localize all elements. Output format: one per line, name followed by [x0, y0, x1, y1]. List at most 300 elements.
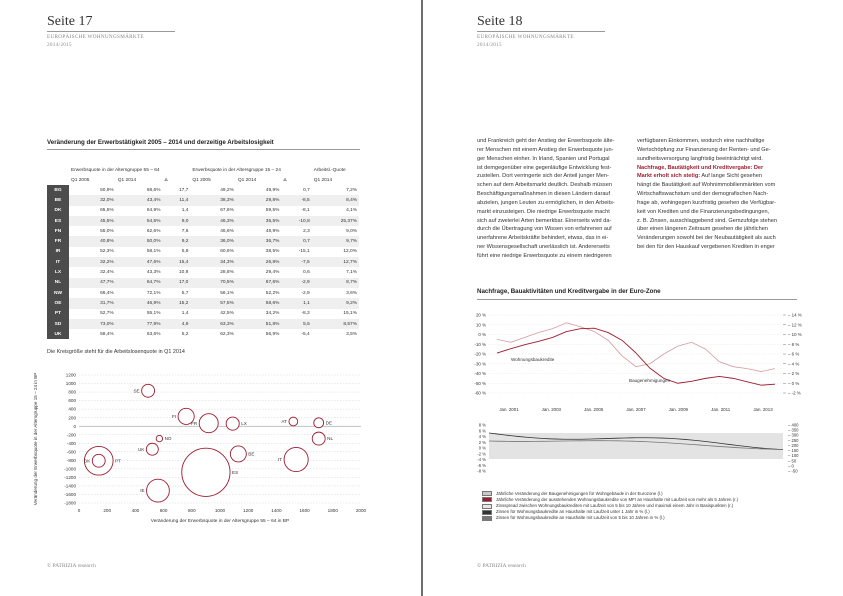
page-footer: © PATRIZIA research	[477, 563, 526, 569]
table-cell: 9,2	[162, 236, 190, 246]
chart-title: Nachfrage, Bauaktivitäten und Kreditvergabe in der Euro-Zone	[477, 288, 661, 295]
table-cell: 43,3%	[146, 270, 161, 276]
x-tick-label: Jan. 2011	[711, 407, 731, 412]
section-heading-cont: Markt erholt sich stetig:	[637, 173, 701, 180]
bubble-at	[289, 417, 298, 426]
table-cell: 7,6	[181, 228, 189, 234]
table-cell: 58,1%	[146, 249, 161, 255]
country-code: FN	[47, 226, 69, 236]
bubble-label: LX	[241, 421, 247, 427]
text-line: hängt die Bautätigkeit auf Wohnimmobilienmärkten vom	[637, 182, 776, 189]
text-line: Beschäftigungsmaßnahmen in diesen Ländern darauf	[477, 191, 611, 198]
table-cell: 1,1	[281, 298, 311, 308]
text-line: frage ab, wohingegen kurzfristig gesehen die Verfügbar-	[637, 199, 776, 206]
y-tick-label-right: – 8 %	[788, 341, 800, 347]
y-tick-label-right: – 150	[788, 448, 799, 454]
y-tick-label-left: -60 %	[474, 390, 486, 396]
table-cell: 47,6%	[116, 257, 163, 267]
y-tick-label-left: -6 %	[477, 462, 486, 468]
country-code: LX	[47, 267, 69, 277]
y-tick-label-right: – 0	[788, 463, 794, 469]
bubble-label: ES	[232, 469, 239, 475]
text-line: unerfahrene Arbeitskräfte behindert, etwas, das in ei-	[477, 235, 609, 242]
table-cell: 9,0%	[346, 228, 357, 234]
column-2-body	[637, 181, 797, 252]
x-tick-label: 800	[187, 508, 196, 513]
table-cell: -8,3	[301, 311, 310, 317]
country-code: BE	[47, 195, 69, 205]
table-cell: 38,5%	[265, 249, 280, 255]
text-line: keit von Krediten und die Finanzierungsbedingungen,	[637, 208, 770, 215]
table-cell: 1,4	[181, 311, 189, 317]
y-tick-label: -600	[66, 449, 76, 455]
table-cell: 3,6%	[346, 290, 357, 296]
table-cell: 40,8%	[69, 236, 116, 246]
table-cell: 64,7%	[116, 278, 163, 288]
table-row	[47, 236, 359, 246]
bubble-nl	[312, 432, 325, 445]
bubble-chart	[15, 360, 405, 530]
y-tick-label-right: – 250	[788, 437, 799, 443]
table-cell: 15,1%	[343, 311, 357, 317]
y-axis-label: Veränderung der Erwerbsquote in der Altersgruppe 15 – 24 in BP	[33, 372, 38, 506]
text-line: markt einzusteigen. Die niedrige Erwerbsquote macht	[477, 208, 610, 215]
y-tick-label-right: – 400	[788, 422, 799, 428]
sub-header: Q1 2014	[117, 177, 137, 183]
header-rule	[47, 31, 175, 32]
table-cell: -8,5	[281, 195, 311, 205]
table-cell: 70,5%	[190, 278, 236, 288]
y-tick-label-left: 0 %	[478, 445, 486, 451]
header-blank	[47, 175, 69, 185]
table-row	[47, 257, 359, 267]
text-column-2	[637, 137, 797, 252]
table-cell: 42,5%	[220, 311, 234, 317]
bubble-label: UK	[137, 446, 145, 452]
bubble-se	[142, 384, 155, 397]
table-cell: 57,5%	[190, 298, 236, 308]
bubble-label: BE	[248, 451, 255, 457]
page-title: Seite 18	[477, 14, 523, 29]
table-cell: 50,0%	[116, 236, 163, 246]
table-row	[47, 329, 359, 339]
y-tick-label-right: – 6 %	[788, 351, 800, 357]
table-cell: 34,2%	[265, 311, 280, 317]
table-cell: -5,4	[301, 331, 310, 337]
bubble-label: FR	[191, 420, 198, 426]
x-tick-label: Jan. 2003	[541, 407, 561, 412]
table-cell: 7,1%	[346, 270, 357, 276]
subtitle-text: EUROPÄISCHE WOHNUNGSMÄRKTE	[477, 34, 574, 40]
table-cell: 9,0	[162, 216, 190, 226]
table-cell: 46,6%	[220, 228, 234, 234]
section-heading: Nachfrage, Bautätigkeit und Kreditvergabe: Der	[637, 164, 764, 171]
x-tick-label: 1600	[299, 508, 310, 513]
table-cell: 9,7%	[312, 236, 359, 246]
table-cell: 29,8%	[236, 195, 282, 205]
series-baugenehmigungen	[497, 323, 775, 372]
bubble-label: NL	[327, 436, 334, 442]
text-line: Wertschöpfung zur Finanzierung der Renten- und Ge-	[637, 146, 771, 153]
bubble-note: Die Kreisgröße steht für die Arbeitslosenquote in Q1 2014	[47, 349, 185, 355]
text-line: schen auf dem Arbeitsmarkt deutlich. Deshalb müssen	[477, 182, 612, 189]
table-cell: 36,0%	[190, 236, 236, 246]
y-tick-label-left: -20 %	[474, 351, 486, 357]
bubble-no	[156, 435, 162, 441]
bubble-label: IE	[140, 488, 145, 494]
bubble-it	[284, 447, 308, 471]
table-cell: 5,7	[181, 290, 189, 296]
table-cell: 55,0%	[100, 228, 114, 234]
table-cell: 8,57%	[312, 319, 359, 329]
table-cell: 62,3%	[220, 331, 234, 337]
bubble-label: NO	[164, 436, 172, 442]
text-column-1	[477, 137, 652, 261]
sub-header-row	[47, 175, 359, 185]
country-code: NL	[47, 278, 69, 288]
text-line: führt eine niedrige Erwerbsquote zu einem niedrigeren	[477, 252, 612, 259]
table-cell: 60,6%	[220, 249, 234, 255]
x-axis-label: Veränderung der Erwerbsquote in der Altersgruppe 55 – 64 in BP	[150, 519, 290, 524]
y-tick-label: 200	[68, 415, 76, 421]
text-line: Wirtschaftswachstum und der demografischen Nach-	[637, 191, 769, 198]
bubble-uk	[146, 443, 158, 455]
page-18	[423, 0, 843, 596]
sub-header: Q1 2005	[71, 177, 90, 183]
table-cell: 17,7	[179, 187, 189, 193]
x-tick-label: 200	[103, 508, 112, 513]
table-cell: 50,9%	[100, 187, 114, 193]
subtitle-year: 2014/2015	[477, 42, 502, 48]
bubble-es	[182, 448, 230, 496]
table-cell: -2,9	[281, 278, 311, 288]
table-cell: 26,8%	[236, 257, 282, 267]
legend-entry	[482, 515, 738, 521]
table-row	[47, 216, 359, 226]
table-cell: 15,2	[162, 298, 190, 308]
x-tick-label: 600	[159, 508, 168, 513]
y-tick-label-left: 6 %	[478, 428, 486, 434]
table-row	[47, 267, 359, 277]
table-cell: -10,8	[281, 216, 311, 226]
sub-header: Δ	[283, 177, 287, 183]
table-cell: 36,7%	[236, 236, 282, 246]
y-tick-label-left: 2 %	[478, 439, 486, 445]
group-header-unemployment: Arbeitsl.-Quote	[313, 167, 346, 173]
table-cell: 52,2%	[265, 290, 280, 296]
table-cell: 52,3%	[100, 249, 114, 255]
bubble-label: SE	[133, 388, 140, 394]
table-cell: 56,9%	[265, 331, 280, 337]
country-code: ES	[47, 216, 69, 226]
table-cell: 5,8	[181, 249, 189, 255]
text-line: verfügbaren Einkommen, wodurch eine nachhaltige	[637, 138, 765, 144]
y-tick-label: -1600	[64, 492, 76, 498]
table-cell: -8,1	[301, 208, 310, 214]
table-cell: 35,5%	[236, 216, 282, 226]
country-code: UK	[47, 329, 69, 339]
text-line: sich auf zweierlei Arten bemerkbar. Einerseits wird da-	[477, 217, 612, 224]
table-cell: 32,2%	[69, 257, 116, 267]
y-tick-label-left: -40 %	[474, 371, 486, 377]
x-tick-label: Jan. 2005	[584, 407, 604, 412]
table-cell: 0,7	[303, 187, 310, 193]
line-chart	[453, 305, 833, 485]
table-cell: 54,5%	[116, 216, 163, 226]
y-tick-label: 0	[73, 423, 76, 429]
bubble-label: PT	[115, 458, 121, 464]
text-line: durch die Übertragung von Wissen von erfahrenen auf	[477, 226, 612, 233]
bubble-de	[314, 418, 324, 428]
y-tick-label-right: – 2 %	[788, 371, 800, 377]
bubble-label: DK	[83, 458, 91, 464]
y-tick-label-left: 4 %	[478, 434, 486, 439]
page-footer: © PATRIZIA research	[47, 563, 96, 569]
bubble-lx	[226, 417, 239, 430]
legend-label: Zinsen für Wohnungsbaukredite an Haushalte mit Laufzeit unter 1 Jahr in % (l.)	[496, 509, 650, 515]
table-row	[47, 247, 359, 257]
y-tick-label-right: – 4 %	[788, 361, 800, 367]
text-line: bei den für den Hauskauf vergebenen Krediten in enger	[637, 244, 775, 251]
table-cell: 29,4%	[265, 270, 280, 276]
x-tick-label: 0	[77, 508, 81, 513]
x-tick-label: Jan. 2013	[753, 407, 773, 412]
table-title-rule	[47, 149, 360, 150]
x-tick-label: 400	[131, 508, 140, 513]
annotation-wohnungsbaukredite: Wohnungsbaukredite	[511, 357, 555, 362]
y-tick-label: -1000	[64, 466, 76, 472]
table-cell: 7,2%	[346, 187, 357, 193]
table-row	[47, 288, 359, 298]
table-cell: 46,9%	[116, 298, 163, 308]
x-tick-label: 1000	[214, 508, 226, 513]
y-tick-label: 600	[68, 398, 76, 404]
header-blank	[47, 165, 69, 175]
table-cell: 12,0%	[343, 249, 357, 255]
text-line: ist demgegenüber eine gegenläufige Entwicklung fest-	[477, 164, 612, 171]
table-cell: 32,4%	[100, 270, 114, 276]
y-tick-label-right: – 100	[788, 453, 799, 459]
text-line: ner Wissensgesellschaft unerlässlich ist. Andererseits	[477, 244, 610, 251]
y-tick-label-left: 10 %	[475, 322, 486, 328]
table-cell: 58,6%	[236, 298, 282, 308]
bubble-label: DE	[325, 420, 333, 426]
text-line: sundheitsversorgung langfristig beeinträchtigt wird.	[637, 155, 763, 162]
legend-swatch	[482, 491, 492, 496]
table-cell: 67,6%	[220, 208, 234, 214]
y-tick-label: -1800	[64, 500, 76, 506]
subtitle-text: EUROPÄISCHE WOHNUNGSMÄRKTE	[47, 34, 144, 40]
table-cell: 63,3%	[190, 319, 236, 329]
x-tick-label: 1200	[243, 508, 254, 513]
table-cell: 38,3%	[190, 195, 236, 205]
table-row	[47, 226, 359, 236]
page-17	[0, 0, 421, 596]
table-cell: 25,37%	[312, 216, 359, 226]
y-tick-label-right: – 300	[788, 432, 799, 438]
table-row	[47, 206, 359, 216]
table-cell: 66,4%	[100, 290, 114, 296]
table-cell: 51,8%	[236, 319, 282, 329]
legend-label: Jährliche Veränderung der Baugenehmigungen für Wohngebäude in der Eurozone (l.)	[496, 491, 663, 496]
subtitle-year: 2014/2015	[47, 42, 72, 48]
y-tick-label-left: 8 %	[478, 422, 486, 428]
column-2-intro	[637, 137, 797, 164]
table-cell: 2,3	[303, 228, 310, 234]
group-header-55-64: Erwerbsquote in der Altersgruppe 55 – 64	[71, 167, 160, 173]
sub-header: Q1 2014	[313, 177, 333, 183]
table-cell: 4,9	[162, 319, 190, 329]
table-cell: 8,7%	[312, 278, 359, 288]
table-cell: 62,6%	[146, 228, 161, 234]
table-row	[47, 195, 359, 205]
y-tick-label: -800	[66, 457, 76, 463]
page-subtitle	[477, 33, 574, 49]
table-row	[47, 309, 359, 319]
legend-swatch	[482, 510, 492, 515]
bubble-ie	[147, 479, 170, 502]
country-code: IR	[47, 247, 69, 257]
chart-legend	[482, 491, 738, 521]
table-cell: -15,1	[298, 249, 310, 255]
page-subtitle	[47, 33, 144, 49]
table-cell: 12,7%	[312, 257, 359, 267]
table-row	[47, 185, 359, 195]
bubble-be	[230, 446, 246, 462]
table-row	[47, 298, 359, 308]
legend-label: Zinsspread zwischen Wohnungsbaukrediten mit Laufzeit von 5 bis 10 Jahren und maximal einem Jahr in Basispunkten (r.)	[496, 503, 734, 509]
column-2-heading-line	[637, 172, 797, 181]
y-tick-label-left: -8 %	[477, 468, 486, 474]
table-cell: 65,5%	[100, 208, 114, 214]
y-tick-label-left: 0 %	[478, 332, 486, 338]
country-code: FR	[47, 236, 69, 246]
table-row	[47, 319, 359, 329]
table-cell: 47,7%	[69, 278, 116, 288]
text-line: und Frankreich geht der Anstieg der Erwerbsquote älte-	[477, 138, 615, 144]
table-cell: 63,6%	[146, 331, 161, 337]
text-line: ger Menschen einher. In Irland, Spanien und Portugal	[477, 155, 610, 162]
y-tick-label-left: -30 %	[474, 361, 486, 367]
legend-swatch	[482, 497, 492, 502]
table-row	[47, 278, 359, 288]
country-code: BG	[47, 185, 69, 195]
country-code: SD	[47, 319, 69, 329]
table-cell: 46,3%	[190, 216, 236, 226]
y-tick-label: -400	[66, 440, 76, 446]
legend-swatch	[482, 516, 492, 521]
sub-header: Δ	[164, 177, 168, 183]
table-cell: 15,4	[162, 257, 190, 267]
table-cell: 34,3%	[190, 257, 236, 267]
x-tick-label: Jan. 2009	[668, 407, 688, 412]
table-cell: 67,6%	[236, 278, 282, 288]
x-tick-label: 1400	[271, 508, 282, 513]
sub-header: Q1 2005	[192, 177, 211, 183]
table-cell: 5,2	[181, 331, 189, 337]
y-tick-label-right: – 0 %	[788, 380, 800, 386]
table-cell: 45,5%	[69, 216, 116, 226]
country-code: OE	[47, 298, 69, 308]
y-tick-label-right: – 350	[788, 427, 799, 433]
table-cell: 49,9%	[265, 187, 280, 193]
y-tick-label-left: -10 %	[474, 341, 486, 347]
bubble-label: AT	[281, 419, 287, 425]
y-tick-label: -1400	[64, 483, 76, 489]
table-cell: 48,9%	[265, 228, 280, 234]
table-cell: 72,1%	[146, 290, 161, 296]
x-tick-label: Jan. 2007	[626, 407, 646, 412]
table-cell: 9,2%	[312, 298, 359, 308]
employment-table	[47, 165, 359, 339]
table-cell: 59,5%	[265, 208, 280, 214]
y-tick-label-left: -50 %	[474, 380, 486, 386]
legend-label: Jährliche Veränderung der ausstehenden Wohnungsbaukredite von MFI an Haushalte mit Laufzeit von mehr als 5 Jahren (r.)	[496, 497, 739, 503]
y-tick-label-left: 20 %	[475, 312, 486, 318]
country-code: IT	[47, 257, 69, 267]
column-2-heading-line	[637, 164, 797, 173]
table-cell: 11,4	[162, 195, 190, 205]
table-cell: 43,4%	[116, 195, 163, 205]
table-title: Veränderung der Erwerbstätigkeit 2005 – 2014 und derzeitige Arbeitslosigkeit	[47, 139, 274, 146]
table-cell: 5,5	[281, 319, 311, 329]
bubble-dk	[92, 454, 105, 467]
table-cell: 28,8%	[220, 270, 234, 276]
table-cell: 0,7	[281, 236, 311, 246]
header-rule	[477, 31, 605, 32]
bubble-fr	[199, 414, 218, 433]
y-tick-label-right: – 14 %	[788, 312, 802, 318]
y-tick-label-right: – 10 %	[788, 332, 802, 338]
text-line: Veränderungen sowohl bei der Neubautätigkeit als auch	[637, 235, 776, 242]
table-cell: 58,4%	[100, 331, 114, 337]
country-code: NW	[47, 288, 69, 298]
x-tick-label: 1800	[327, 508, 338, 513]
text-line: z. B. Zinsen, ausschlaggebend sind. Gemzufolge stehen	[637, 217, 777, 224]
y-tick-label-right: – -2 %	[788, 390, 801, 396]
x-tick-label: Jan. 2001	[499, 407, 519, 412]
table-cell: 31,7%	[69, 298, 116, 308]
table-body	[47, 185, 359, 339]
table-cell: 56,1%	[220, 290, 234, 296]
y-tick-label: -200	[66, 432, 76, 438]
table-cell: 1,4	[181, 208, 189, 214]
table-cell: 4,1%	[346, 208, 357, 214]
table-cell: 52,7%	[100, 311, 114, 317]
table-cell: 17,0	[162, 278, 190, 288]
table-cell: 64,9%	[146, 208, 161, 214]
chart-title-rule	[477, 299, 797, 300]
country-code: DK	[47, 206, 69, 216]
group-header-15-24: Erwerbsquote in der Altersgruppe 15 – 24	[192, 167, 281, 173]
table-cell: 10,9	[179, 270, 189, 276]
y-tick-label-right: – -50	[788, 468, 798, 474]
y-tick-label: 1000	[65, 381, 76, 387]
table-cell: 8,4%	[312, 195, 359, 205]
y-tick-label: 1200	[65, 372, 76, 378]
text-line: über einen längeren Zeitraum gesehen die jährlichen	[637, 226, 768, 233]
bubble-label: IT	[277, 457, 283, 463]
y-tick-label-right: – 50	[788, 458, 797, 464]
table-cell: 77,9%	[116, 319, 163, 329]
bubble-label: FI	[171, 413, 177, 419]
table-cell: 55,1%	[146, 311, 161, 317]
table-cell: 68,6%	[146, 187, 161, 193]
table-cell: -7,5	[281, 257, 311, 267]
y-tick-label-left: -2 %	[477, 451, 486, 457]
table-cell: -2,9	[301, 290, 310, 296]
table-cell: 0,6	[303, 270, 310, 276]
